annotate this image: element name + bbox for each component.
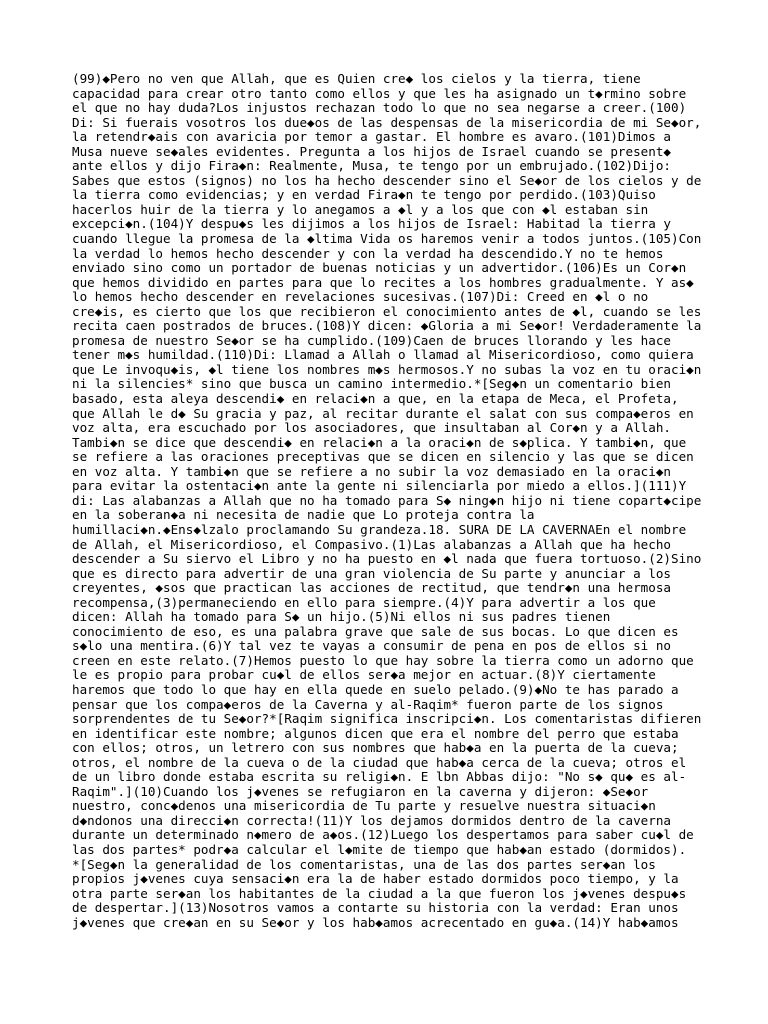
text-line: creen en este relato.(7)Hemos puesto lo que hay sobre la tierra como un adorno que bbox=[72, 652, 694, 668]
text-line: hacerlos huir de la tierra y lo anegamos a ◆l y a los que con ◆l estaban sin bbox=[72, 201, 649, 217]
text-line: s◆lo una mentira.(6)Y tal vez te vayas a consumir de pena en pos de ellos si no bbox=[72, 638, 671, 654]
text-line: que Allah le d◆ Su gracia y paz, al recitar durante el salat con sus compa◆eros en bbox=[72, 405, 694, 421]
text-line: que es directo para advertir de una gran violencia de Su parte y anunciar a los bbox=[72, 565, 671, 581]
text-line: se refiere a las oraciones preceptivas que se dicen en silencio y las que se dicen bbox=[72, 449, 694, 465]
text-line: di: Las alabanzas a Allah que no ha tomado para S◆ ning◆n hijo ni tiene copart◆cipe bbox=[72, 492, 702, 508]
body-text bbox=[72, 72, 712, 930]
text-line: la retendr◆ais con avaricia por temor a gastar. El hombre es avaro.(101)Dimos a bbox=[72, 129, 671, 145]
text-line: nuestro, conc◆denos una misericordia de Tu parte y resuelve nuestra situaci◆n bbox=[72, 798, 656, 814]
text-line: el que no hay duda?Los injustos rechazan todo lo que no sea negarse a creer.(100) bbox=[72, 100, 687, 116]
text-line: las dos partes* podr◆a calcular el l◆mite de tiempo que hab◆an estado (dormidos). bbox=[72, 841, 687, 857]
document-page bbox=[72, 72, 712, 930]
text-line: le es propio para probar cu◆l de ellos ser◆a mejor en actuar.(8)Y ciertamente bbox=[72, 667, 656, 683]
text-line: capacidad para crear otro tanto como ellos y que les ha asignado un t◆rmino sobre bbox=[72, 85, 687, 101]
text-line: lo hemos hecho descender en revelaciones sucesivas.(107)Di: Creed en ◆l o no bbox=[72, 289, 649, 305]
text-line: cuando llegue la promesa de la ◆ltima Vida os haremos venir a todos juntos.(105)Con bbox=[72, 231, 702, 247]
text-line: en voz alta. Y tambi◆n que se refiere a no subir la voz demasiado en la oraci◆n bbox=[72, 463, 671, 479]
text-line: otra parte ser◆an los habitantes de la ciudad a la que fueron los j◆venes despu◆s bbox=[72, 885, 687, 901]
text-line: humillaci◆n.◆Ens◆lzalo proclamando Su grandeza.18. SURA DE LA CAVERNAEn el nombre bbox=[72, 521, 687, 537]
text-line: que Le invoqu◆is, ◆l tiene los nombres m◆s hermosos.Y no subas la voz en tu oraci◆n bbox=[72, 361, 702, 377]
text-line: con ellos; otros, un letrero con sus nombres que hab◆a en la puerta de la cueva; bbox=[72, 740, 679, 756]
text-line: Sabes que estos (signos) no los ha hecho descender sino el Se◆or de los cielos y de bbox=[72, 172, 702, 188]
text-line: para evitar la ostentaci◆n ante la gente ni silenciarla por miedo a ellos.](111)Y bbox=[72, 478, 687, 494]
text-line: Raqim".](10)Cuando los j◆venes se refugiaron en la caverna y dijeron: ◆Se◆or bbox=[72, 783, 649, 799]
text-line: d◆ndonos una direcci◆n correcta!(11)Y los dejamos dormidos dentro de la caverna bbox=[72, 812, 671, 828]
text-line: recita caen postrados de bruces.(108)Y dicen: ◆Gloria a mi Se◆or! Verdaderamente la bbox=[72, 318, 702, 334]
text-line: enviado sino como un portador de buenas noticias y un advertidor.(106)Es un Cor◆n bbox=[72, 260, 687, 276]
text-line: que hemos dividido en partes para que lo recites a los hombres gradualmente. Y as◆ bbox=[72, 274, 694, 290]
text-line: cre◆is, es cierto que los que recibieron el conocimiento antes de ◆l, cuando se les bbox=[72, 303, 702, 319]
text-line: tener m◆s humildad.(110)Di: Llamad a Allah o llamad al Misericordioso, como quiera bbox=[72, 347, 694, 363]
text-line: *[Seg◆n la generalidad de los comentaristas, una de las dos partes ser◆an los bbox=[72, 856, 656, 872]
text-line: dicen: Allah ha tomado para S◆ un hijo.(5)Ni ellos ni sus padres tienen bbox=[72, 609, 611, 625]
text-line: en la soberan◆a ni necesita de nadie que Lo proteja contra la bbox=[72, 507, 535, 523]
text-line: creyentes, ◆sos que practican las acciones de rectitud, que tendr◆n una hermosa bbox=[72, 580, 671, 596]
text-line: sorprendentes de tu Se◆or?*[Raqim significa inscripci◆n. Los comentaristas difieren bbox=[72, 711, 702, 727]
text-line: otros, el nombre de la cueva o de la ciudad que hab◆a cerca de la cueva; otros el bbox=[72, 754, 687, 770]
text-line: pensar que los compa◆eros de la Caverna y al-Raqim* fueron parte de los signos bbox=[72, 696, 664, 712]
text-line: haremos que todo lo que hay en ella quede en suelo pelado.(9)◆No te has parado a bbox=[72, 681, 679, 697]
text-line: Tambi◆n se dice que descendi◆ en relaci◆n a la oraci◆n de s◆plica. Y tambi◆n, que bbox=[72, 434, 687, 450]
text-line: la tierra como evidencias; y en verdad Fira◆n te tengo por perdido.(103)Quiso bbox=[72, 187, 656, 203]
text-line: j◆venes que cre◆an en su Se◆or y los hab◆amos acrecentado en gu◆a.(14)Y hab◆amos bbox=[72, 914, 679, 930]
text-line: de despertar.](13)Nosotros vamos a contarte su historia con la verdad: Eran unos bbox=[72, 900, 679, 916]
text-line: recompensa,(3)permaneciendo en ello para siempre.(4)Y para advertir a los que bbox=[72, 594, 656, 610]
text-line: excepci◆n.(104)Y despu◆s les dijimos a los hijos de Israel: Habitad la tierra y bbox=[72, 216, 671, 232]
text-line: basado, esta aleya descendi◆ en relaci◆n a que, en la etapa de Meca, el Profeta, bbox=[72, 391, 679, 407]
text-line: (99)◆Pero no ven que Allah, que es Quien cre◆ los cielos y la tierra, tiene bbox=[72, 71, 641, 86]
text-line: la verdad lo hemos hecho descender y con la verdad ha descendido.Y no te hemos bbox=[72, 245, 664, 261]
text-line: conocimiento de eso, es una palabra grave que sale de sus bocas. Lo que dicen es bbox=[72, 623, 679, 639]
text-line: descender a Su siervo el Libro y no ha puesto en ◆l nada que fuera tortuoso.(2)Sino bbox=[72, 551, 702, 567]
text-line: Di: Si fuerais vosotros los due◆os de las despensas de la misericordia de mi Se◆or, bbox=[72, 114, 702, 130]
text-line: ante ellos y dijo Fira◆n: Realmente, Musa, te tengo por un embrujado.(102)Dijo: bbox=[72, 158, 671, 174]
text-line: voz alta, era escuchado por los asociadores, que insultaban al Cor◆n y a Allah. bbox=[72, 420, 671, 436]
text-line: de un libro donde estaba escrita su religi◆n. E lbn Abbas dijo: "No s◆ qu◆ es al- bbox=[72, 769, 687, 785]
text-line: en identificar este nombre; algunos dicen que era el nombre del perro que estaba bbox=[72, 725, 679, 741]
text-line: ni la silencies* sino que busca un camino intermedio.*[Seg◆n un comentario bien bbox=[72, 376, 671, 392]
text-line: durante un determinado n◆mero de a◆os.(12)Luego los despertamos para saber cu◆l de bbox=[72, 827, 694, 843]
text-line: promesa de nuestro Se◆or se ha cumplido.(109)Caen de bruces llorando y les hace bbox=[72, 332, 671, 348]
text-line: propios j◆venes cuya sensaci◆n era la de haber estado dormidos poco tiempo, y la bbox=[72, 871, 679, 887]
text-line: Musa nueve se◆ales evidentes. Pregunta a los hijos de Israel cuando se present◆ bbox=[72, 143, 671, 159]
text-line: de Allah, el Misericordioso, el Compasivo.(1)Las alabanzas a Allah que ha hecho bbox=[72, 536, 671, 552]
